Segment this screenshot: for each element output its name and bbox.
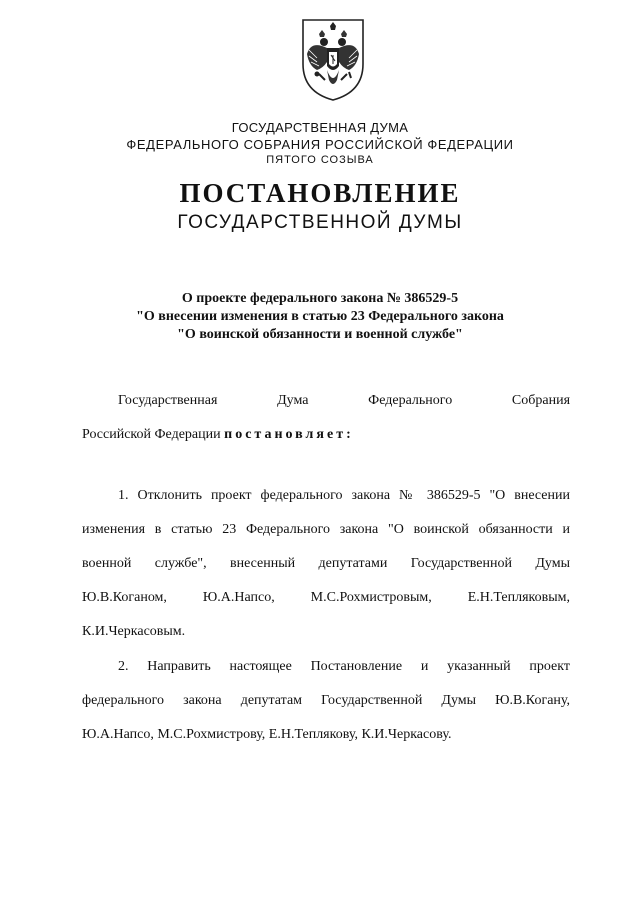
item-2-line: федерального закона депутатам Государственной Думы Ю.В.Когану, [82, 693, 570, 708]
preamble-paragraph [82, 384, 570, 452]
header-line-federal-assembly: ФЕДЕРАЛЬНОГО СОБРАНИЯ РОССИЙСКОЙ ФЕДЕРАЦИИ [126, 137, 514, 152]
subject-line: "О воинской обязанности и военной службе" [177, 327, 463, 342]
document-title: ПОСТАНОВЛЕНИЕ [179, 178, 461, 208]
item-1-line: военной службе", внесенный депутатами Государственной Думы [82, 556, 570, 571]
preamble-line [82, 384, 570, 418]
subject-block [0, 290, 640, 344]
header-line-duma: ГОСУДАРСТВЕННАЯ ДУМА [231, 120, 409, 135]
item-1-line: Ю.В.Коганом, Ю.А.Напсо, М.С.Рохмистровым, Е.Н.Тепляковым, [82, 590, 570, 605]
document-subtitle: ГОСУДАРСТВЕННОЙ ДУМЫ [177, 212, 463, 233]
preamble-line [82, 418, 570, 452]
item-1-line: изменения в статью 23 Федерального закона "О воинской обязанности и [82, 522, 570, 537]
preamble-word: Государственная [118, 393, 218, 408]
decree-word: постановляет: [224, 427, 354, 442]
preamble-word: Собрания [511, 393, 571, 408]
preamble-text: Российской Федерации [82, 427, 221, 442]
item-1-paragraph [82, 479, 570, 649]
item-2-line: Ю.А.Напсо, М.С.Рохмистрову, Е.Н.Теплякову, К.И.Черкасову. [82, 727, 452, 742]
header-line-convocation: ПЯТОГО СОЗЫВА [266, 154, 374, 166]
item-2-line: 2. Направить настоящее Постановление и указанный проект [118, 659, 570, 674]
preamble-word: Федерального [368, 393, 453, 408]
item-2-paragraph [82, 650, 570, 752]
coat-of-arms-emblem [297, 14, 369, 104]
item-1-line: К.И.Черкасовым. [82, 624, 186, 639]
preamble-word: Дума [277, 393, 309, 408]
item-1-line: 1. Отклонить проект федерального закона № 386529-5 "О внесении [118, 488, 570, 503]
subject-line: О проекте федерального закона № 386529-5 [181, 291, 459, 306]
subject-line: "О внесении изменения в статью 23 Федерального закона [136, 309, 504, 324]
